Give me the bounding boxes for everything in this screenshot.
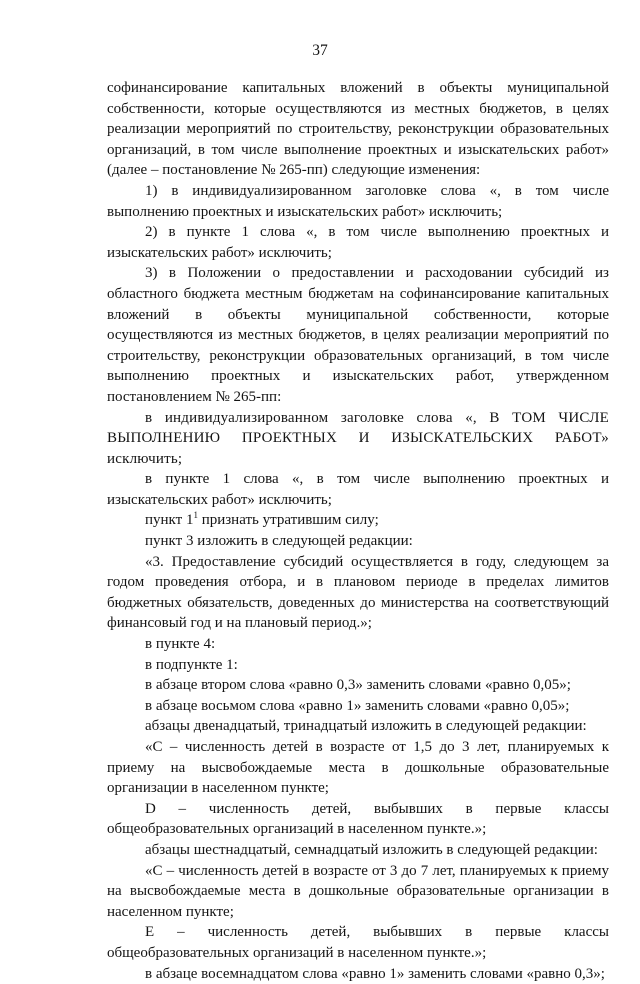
paragraph-point-3: пункт 3 изложить в следующей редакции: — [145, 533, 413, 550]
paragraph-point-1: в пункте 1 слова «, в том числе выполнению проектных и изыскательских работ» исключить; — [107, 471, 609, 508]
paragraph-point-1-1 — [107, 510, 609, 531]
paragraph-point-1-1-tail: признать утратившим силу; — [197, 512, 379, 529]
paragraph-abzac-12-13: абзацы двенадцатый, тринадцатый изложить в следующей редакции: — [145, 718, 587, 735]
superscript: 1 — [193, 510, 198, 521]
paragraph-header-caps: в индивидуализированном заголовке слова «, В ТОМ ЧИСЛЕ ВЫПОЛНЕНИЮ ПРОЕКТНЫХ И ИЗЫСКАТЕЛЬСКИХ РАБОТ» исключить; — [107, 409, 609, 467]
paragraph-point-3-text: «3. Предоставление субсидий осуществляется в году, следующем за годом проведения отбора, и в плановом периоде в пределах лимитов бюджетных обязательств, доведенных до министерства на соответствующий финансовый год и на плановый период.»; — [107, 553, 609, 632]
paragraph-subpoint-1: в подпункте 1: — [145, 656, 238, 673]
paragraph-intro-continuation: софинансирование капитальных вложений в объекты муниципальной собственности, которые осуществляются из местных бюджетов, в целях реализации мероприятий по строительству, реконструкции образовательных организаций, в том числе выполнение проектных и изыскательских работ» (далее – постановление № 265-пп) следующие изменения: — [107, 80, 609, 179]
paragraph-point-4: в пункте 4: — [145, 636, 216, 653]
paragraph-definition-e: Е – численность детей, выбывших в первые классы общеобразовательных организаций в населенном пункте.»; — [107, 924, 609, 961]
paragraph-abzac-8: в абзаце восьмом слова «равно 1» заменить словами «равно 0,05»; — [145, 697, 570, 714]
paragraph-item-3: 3) в Положении о предоставлении и расходовании субсидий из областного бюджета местным бюджетам на софинансирование капитальных вложений в объекты муниципальной собственности, которые осуществляются из местных бюджетов, в целях реализации мероприятий по строительству, реконструкции образовательных организаций, в том числе выполнению проектных и изыскательских работ, утвержденном постановлением № 265-пп: — [107, 265, 609, 405]
paragraph-point-1-1-text: пункт 1 — [145, 512, 194, 529]
paragraph-abzac-16-17: абзацы шестнадцатый, семнадцатый изложить в следующей редакции: — [145, 841, 598, 858]
page-number: 37 — [312, 42, 328, 59]
paragraph-definition-d: D – численность детей, выбывших в первые классы общеобразовательных организаций в населенном пункте.»; — [107, 800, 609, 838]
paragraph-definition-c-2: «С – численность детей в возрасте от 3 до 7 лет, планируемых к приему на высвобождаемые места в дошкольные образовательные организации в населенном пункте; — [107, 862, 609, 920]
paragraph-item-2: 2) в пункте 1 слова «, в том числе выполнению проектных и изыскательских работ» исключить; — [107, 224, 609, 261]
paragraph-abzac-18: в абзаце восемнадцатом слова «равно 1» заменить словами «равно 0,3»; — [145, 965, 605, 982]
document-body — [107, 78, 609, 984]
paragraph-abzac-2: в абзаце втором слова «равно 0,3» заменить словами «равно 0,05»; — [145, 677, 571, 694]
paragraph-definition-c-1: «С – численность детей в возрасте от 1,5 до 3 лет, планируемых к приему на высвобождаемые места в дошкольные образовательные организации в населенном пункте; — [107, 739, 609, 797]
paragraph-item-1: 1) в индивидуализированном заголовке слова «, в том числе выполнению проектных и изыскательских работ» исключить; — [107, 182, 609, 220]
